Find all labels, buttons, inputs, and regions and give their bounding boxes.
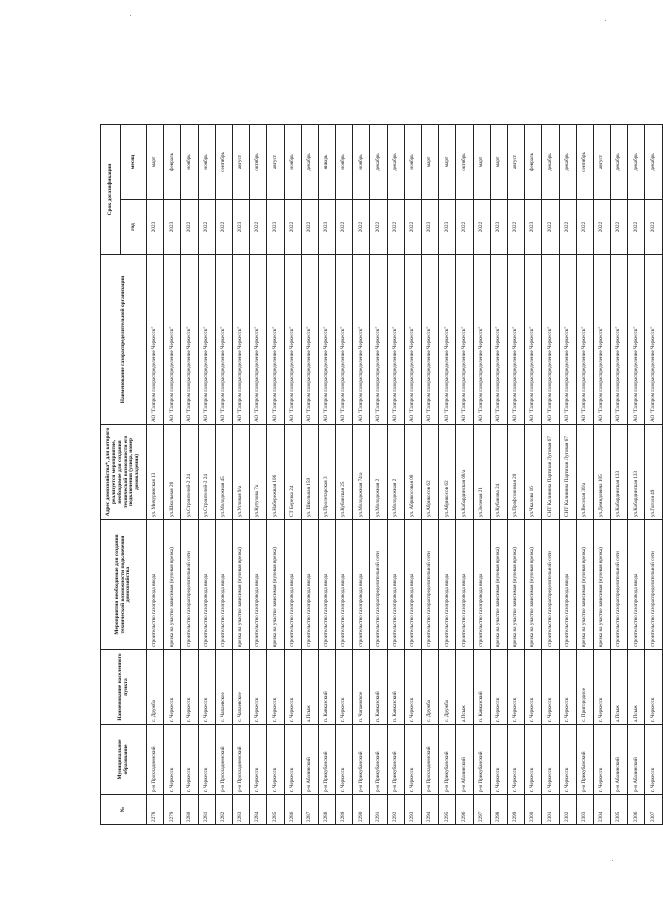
table-row [593, 124, 610, 824]
row-settlement: г. Черкесск [542, 650, 559, 725]
row-month: ноябрь [336, 124, 353, 199]
row-year: 2022 [628, 200, 645, 255]
row-address: ул. Школьная 159 [301, 425, 318, 520]
row-settlement: г. Черкесск [507, 650, 524, 725]
row-municipality: г. Черкесск [164, 725, 181, 795]
row-measure: врезка на участке зависимая (нулевая врезка) [576, 520, 593, 650]
row-measure: строительство газораспределительной сети [542, 520, 559, 650]
row-number: 2290 [353, 795, 370, 825]
row-municipality: г. Черкесск [542, 725, 559, 795]
table-row [164, 124, 181, 824]
row-address: ул.Демидовича 105 [593, 425, 610, 520]
row-month: ноябрь [198, 124, 215, 199]
row-year: 2022 [250, 200, 267, 255]
table-row [215, 124, 232, 824]
table-row [628, 124, 645, 824]
row-municipality: р-н Прикубанский [473, 725, 490, 795]
header-settlement: Наименование населенного пункта [101, 650, 147, 725]
table-row [611, 124, 628, 824]
row-municipality: р-н Прикубанский [370, 725, 387, 795]
row-year: 2022 [559, 200, 576, 255]
row-year: 2023 [525, 200, 542, 255]
row-organization: АО "Газпром газораспределение Черкесск" [181, 255, 198, 425]
row-number: 2298 [490, 795, 507, 825]
row-organization: АО "Газпром газораспределение Черкесск" [164, 255, 181, 425]
row-number: 2304 [593, 795, 610, 825]
table-row [387, 124, 404, 824]
row-year: 2022 [284, 200, 301, 255]
row-municipality: г. Черкесск [404, 725, 421, 795]
row-month: август [593, 124, 610, 199]
row-measure: строительство газопровода ввода [353, 520, 370, 650]
row-measure: строительство газопровода ввода [250, 520, 267, 650]
row-month: декабрь [370, 124, 387, 199]
row-address: ул.Строителей-2 24 [181, 425, 198, 520]
row-number: 2282 [215, 795, 232, 825]
row-organization: АО "Газпром газораспределение Черкесск" [404, 255, 421, 425]
row-number: 2278 [147, 795, 164, 825]
row-month: март [147, 124, 164, 199]
row-address: ул.Кабардинская 133 [628, 425, 645, 520]
row-municipality: г. Черкесск [198, 725, 215, 795]
row-year: 2023 [164, 200, 181, 255]
row-settlement: г. Черкесск [525, 650, 542, 725]
row-municipality: р-н Прикубанский [318, 725, 335, 795]
row-month: март [490, 124, 507, 199]
row-measure: строительство газораспределительной сети [370, 520, 387, 650]
row-measure: строительство газораспределительной сети [422, 520, 439, 650]
row-year: 2022 [181, 200, 198, 255]
table-body [147, 124, 663, 824]
row-number: 2306 [628, 795, 645, 825]
row-month: август [507, 124, 524, 199]
row-municipality: г. Черкесск [250, 725, 267, 795]
row-settlement: а.Псыж [611, 650, 628, 725]
row-address: ул.Веселая 30/а [576, 425, 593, 520]
row-measure: врезка на участке зависимая (нулевая врезка) [490, 520, 507, 650]
row-address: ул.Школьная 28 [164, 425, 181, 520]
row-settlement: г. Черкесск [267, 650, 284, 725]
header-municipality: Муниципальное образование [101, 725, 147, 795]
row-settlement: г. Черкесск [181, 650, 198, 725]
header-address: Адрес домохозяйства*, для которого реализуется мероприятие, необходимое для создания технической возможности его подключения (улица, номер домовладения) [101, 425, 147, 520]
row-month: декабрь [611, 124, 628, 199]
row-settlement: г. Черкесск [336, 650, 353, 725]
row-address: ул.Набережная 106 [267, 425, 284, 520]
row-address: СНТ Калинина Партизан Луговая 67 [559, 425, 576, 520]
row-settlement: п. Чапаевское [353, 650, 370, 725]
table-row [370, 124, 387, 824]
row-settlement: п. Кавказский [387, 650, 404, 725]
row-municipality: г. Черкесск [507, 725, 524, 795]
row-address: СТ Березка 24 [284, 425, 301, 520]
row-number: 2294 [422, 795, 439, 825]
row-year: 2022 [542, 200, 559, 255]
table-row [576, 124, 593, 824]
row-measure: строительство газораспределительной сети [645, 520, 662, 650]
row-number: 2291 [370, 795, 387, 825]
table-row [198, 124, 215, 824]
row-measure: врезка на участке зависимая (нулевая врезка) [593, 520, 610, 650]
row-municipality: г. Черкесск [593, 725, 610, 795]
row-month: ноябрь [404, 124, 421, 199]
row-municipality: г. Черкесск [559, 725, 576, 795]
row-organization: АО "Газпром газораспределение Черкесск" [473, 255, 490, 425]
row-address: ул.Кубанова 24 [490, 425, 507, 520]
row-address: ул.Молодежная 45 [215, 425, 232, 520]
row-municipality: р-н Прикубанский [576, 725, 593, 795]
row-settlement: с. Дружба [439, 650, 456, 725]
row-organization: АО "Газпром газораспределение Черкесск" [628, 255, 645, 425]
row-settlement: г. Черкесск [490, 650, 507, 725]
row-municipality: р-н Абазинский [456, 725, 473, 795]
row-month: декабрь [387, 124, 404, 199]
row-year: 2022 [576, 200, 593, 255]
row-address: ул.Чкалова 16 [525, 425, 542, 520]
row-organization: АО "Газпром газораспределение Черкесск" [422, 255, 439, 425]
table-row [473, 124, 490, 824]
scan-speck [130, 15, 131, 16]
row-organization: АО "Газпром газораспределение Черкесск" [215, 255, 232, 425]
table-row [559, 124, 576, 824]
row-month: декабрь [559, 124, 576, 199]
row-measure: строительство газопровода ввода [318, 520, 335, 650]
row-year: 2023 [490, 200, 507, 255]
row-month: январь [318, 124, 335, 199]
row-measure: строительство газопровода ввода [301, 520, 318, 650]
row-number: 2285 [267, 795, 284, 825]
row-month: октябрь [250, 124, 267, 199]
row-municipality: р-н Прохладненский [422, 725, 439, 795]
row-municipality: г. Черкесск [336, 725, 353, 795]
row-year: 2022 [215, 200, 232, 255]
row-number: 2289 [336, 795, 353, 825]
row-year: 2022 [645, 200, 662, 255]
row-month: декабрь [542, 124, 559, 199]
row-measure: строительство газопровода ввода [404, 520, 421, 650]
row-number: 2295 [439, 795, 456, 825]
row-address: ул.Кутузова 7а [250, 425, 267, 520]
row-municipality: р-н Прикубанский [353, 725, 370, 795]
row-month: декабрь [628, 124, 645, 199]
row-organization: АО "Газпром газораспределение Черкесск" [439, 255, 456, 425]
row-measure: строительство газопровода ввода [147, 520, 164, 650]
row-address: ул.Пролетарская 3 [318, 425, 335, 520]
row-municipality: г. Черкесск [284, 725, 301, 795]
row-address: ул.Гоголя 49 [645, 425, 662, 520]
row-month: февраль [525, 124, 542, 199]
row-address: ул.Абрикосов 62 [422, 425, 439, 520]
row-month: сентябрь [576, 124, 593, 199]
row-number: 2288 [318, 795, 335, 825]
row-organization: АО "Газпром газораспределение Черкесск" [387, 255, 404, 425]
scan-speck [605, 20, 606, 21]
row-month: декабрь [301, 124, 318, 199]
row-address: ул.Кубанская 25 [336, 425, 353, 520]
row-organization: АО "Газпром газораспределение Черкесск" [576, 255, 593, 425]
row-settlement: с. Пригородное [576, 650, 593, 725]
row-year: 2022 [473, 200, 490, 255]
row-number: 2293 [404, 795, 421, 825]
row-settlement: с. Чапаевское [232, 650, 249, 725]
row-month: ноябрь [181, 124, 198, 199]
row-year: 2022 [336, 200, 353, 255]
row-organization: АО "Газпром газораспределение Черкесск" [559, 255, 576, 425]
row-settlement: п. Кавказский [318, 650, 335, 725]
row-number: 2287 [301, 795, 318, 825]
row-settlement: г. Черкесск [284, 650, 301, 725]
table-row [232, 124, 249, 824]
row-month: август [232, 124, 249, 199]
row-year: 2023 [318, 200, 335, 255]
row-settlement: г. Черкесск [593, 650, 610, 725]
table-row [525, 124, 542, 824]
row-year: 2022 [404, 200, 421, 255]
row-municipality: р-н Абазинский [628, 725, 645, 795]
row-month: сентябрь [215, 124, 232, 199]
header-month: месяц [121, 124, 147, 199]
table-row [301, 124, 318, 824]
row-settlement: а.Псыж [456, 650, 473, 725]
row-address: ул.Профсоюзная 20 [507, 425, 524, 520]
row-municipality: г. Черкесск [645, 725, 662, 795]
row-address: ул.Строителей-2 24 [198, 425, 215, 520]
row-number: 2283 [232, 795, 249, 825]
table-row [336, 124, 353, 824]
row-number: 2305 [611, 795, 628, 825]
row-municipality: р-н Прохладненский [232, 725, 249, 795]
row-year: 2023 [147, 200, 164, 255]
row-organization: АО "Газпром газораспределение Черкесск" [525, 255, 542, 425]
row-address: ул. Мичуринская 13 [147, 425, 164, 520]
row-organization: АО "Газпром газораспределение Черкесск" [645, 255, 662, 425]
row-municipality: г. Черкесск [181, 725, 198, 795]
row-year: 2023 [439, 200, 456, 255]
row-municipality: г. Черкесск [267, 725, 284, 795]
row-organization: АО "Газпром газораспределение Черкесск" [267, 255, 284, 425]
row-address: ул.Кабардинская 68/а [456, 425, 473, 520]
row-month: март [422, 124, 439, 199]
row-measure: врезка на участке зависимая (нулевая врезка) [507, 520, 524, 650]
row-settlement: п. Кавказский [370, 650, 387, 725]
header-num: № [101, 795, 147, 825]
row-year: 2022 [301, 200, 318, 255]
row-number: 2296 [456, 795, 473, 825]
row-municipality: р-н Прикубанский [387, 725, 404, 795]
header-year: год [121, 200, 147, 255]
table-row [422, 124, 439, 824]
row-organization: АО "Газпром газораспределение Черкесск" [611, 255, 628, 425]
row-year: 2023 [267, 200, 284, 255]
row-number: 2302 [559, 795, 576, 825]
row-address: ул.Угловая 9/а [232, 425, 249, 520]
row-number: 2279 [164, 795, 181, 825]
row-organization: АО "Газпром газораспределение Черкесск" [147, 255, 164, 425]
row-number: 2284 [250, 795, 267, 825]
row-organization: АО "Газпром газораспределение Черкесск" [232, 255, 249, 425]
row-year: 2022 [370, 200, 387, 255]
row-measure: врезка на участке зависимая (нулевая врезка) [267, 520, 284, 650]
row-year: 2022 [387, 200, 404, 255]
row-measure: строительство газопровода ввода [284, 520, 301, 650]
table-row [490, 124, 507, 824]
row-organization: АО "Газпром газораспределение Черкесск" [198, 255, 215, 425]
row-year: 2022 [456, 200, 473, 255]
row-month: август [267, 124, 284, 199]
row-organization: АО "Газпром газораспределение Черкесск" [490, 255, 507, 425]
row-year: 2022 [507, 200, 524, 255]
row-settlement: с. Дружба [147, 650, 164, 725]
row-municipality: г. Черкесск [525, 725, 542, 795]
row-month: октябрь [456, 124, 473, 199]
row-measure: врезка на участке зависимая (нулевая врезка) [525, 520, 542, 650]
row-organization: АО "Газпром газораспределение Черкесск" [507, 255, 524, 425]
row-municipality: г. Черкесск [490, 725, 507, 795]
row-address: ул.Зеленая 21 [473, 425, 490, 520]
row-measure: строительство газопровода ввода [628, 520, 645, 650]
row-month: март [473, 124, 490, 199]
row-settlement: г. Черкесск [645, 650, 662, 725]
row-number: 2303 [576, 795, 593, 825]
table-row [404, 124, 421, 824]
row-organization: АО "Газпром газораспределение Черкесск" [542, 255, 559, 425]
row-organization: АО "Газпром газораспределение Черкесск" [318, 255, 335, 425]
row-settlement: г. Черкесск [164, 650, 181, 725]
row-year: 2022 [593, 200, 610, 255]
row-month: март [439, 124, 456, 199]
row-number: 2281 [198, 795, 215, 825]
row-measure: строительство газопровода ввода [387, 520, 404, 650]
row-number: 2299 [507, 795, 524, 825]
row-settlement: п. Кавказский [473, 650, 490, 725]
row-month: ноябрь [353, 124, 370, 199]
row-year: 2023 [232, 200, 249, 255]
table-row [353, 124, 370, 824]
row-measure: строительство газопровода ввода [215, 520, 232, 650]
row-measure: строительство газораспределительной сети [181, 520, 198, 650]
row-measure: строительство газопровода ввода [559, 520, 576, 650]
row-settlement: г. Черкесск [250, 650, 267, 725]
table-row [147, 124, 164, 824]
gasification-table [100, 124, 663, 825]
row-measure: строительство газопровода ввода [456, 520, 473, 650]
row-measure: строительство газопровода ввода [439, 520, 456, 650]
table-row [318, 124, 335, 824]
row-measure: строительство газопровода ввода [336, 520, 353, 650]
row-number: 2280 [181, 795, 198, 825]
header-organization: Наименование газораспределительной организации [101, 255, 147, 425]
table-row [284, 124, 301, 824]
row-settlement: с. Дружба [422, 650, 439, 725]
row-measure: строительство газопровода ввода [198, 520, 215, 650]
row-organization: АО "Газпром газораспределение Черкесск" [456, 255, 473, 425]
row-municipality: р-н Прохладненский [147, 725, 164, 795]
row-organization: АО "Газпром газораспределение Черкесск" [336, 255, 353, 425]
row-settlement: г. Черкесск [559, 650, 576, 725]
row-measure: врезка на участке зависимая (нулевая врезка) [232, 520, 249, 650]
row-year: 2022 [353, 200, 370, 255]
row-organization: АО "Газпром газораспределение Черкесск" [353, 255, 370, 425]
row-measure: врезка на участке зависимая (нулевая врезка) [164, 520, 181, 650]
row-municipality: р-н Прохладненский [215, 725, 232, 795]
row-number: 2300 [525, 795, 542, 825]
row-organization: АО "Газпром газораспределение Черкесск" [250, 255, 267, 425]
table-row [507, 124, 524, 824]
row-month: декабрь [645, 124, 662, 199]
table-row [645, 124, 662, 824]
row-measure: строительство газораспределительной сети [611, 520, 628, 650]
row-settlement: а.Псыж [628, 650, 645, 725]
row-municipality: р-н Абазинский [611, 725, 628, 795]
row-month: февраль [164, 124, 181, 199]
row-organization: АО "Газпром газораспределение Черкесск" [593, 255, 610, 425]
row-number: 2292 [387, 795, 404, 825]
row-number: 2301 [542, 795, 559, 825]
row-settlement: с. Чапаевское [215, 650, 232, 725]
row-address: ул.Молодежная 2 [370, 425, 387, 520]
row-year: 2022 [198, 200, 215, 255]
row-address: ул.Молодежная 2 [387, 425, 404, 520]
row-municipality: р-н Прикубанский [439, 725, 456, 795]
table-row [542, 124, 559, 824]
row-organization: АО "Газпром газораспределение Черкесск" [370, 255, 387, 425]
row-address: СНТ Калинина Партизан Луговая 67 [542, 425, 559, 520]
row-organization: АО "Газпром газораспределение Черкесск" [284, 255, 301, 425]
row-address: ул. Абрикосовая 08 [404, 425, 421, 520]
header-measures: Мероприятия необходимые для создания технической возможности подключения домохозяйства [101, 520, 147, 650]
row-year: 2022 [611, 200, 628, 255]
header-deadline: Срок догазификации [101, 124, 121, 254]
row-settlement: г. Черкесск [404, 650, 421, 725]
row-organization: АО "Газпром газораспределение Черкесск" [301, 255, 318, 425]
row-number: 2286 [284, 795, 301, 825]
row-number: 2297 [473, 795, 490, 825]
table-row [439, 124, 456, 824]
row-number: 2307 [645, 795, 662, 825]
row-address: ул.Абрикосов 62 [439, 425, 456, 520]
table-row [456, 124, 473, 824]
scan-speck [612, 860, 613, 861]
row-month: ноябрь [284, 124, 301, 199]
row-settlement: г. Черкесск [198, 650, 215, 725]
row-address: ул.Кабардинская 133 [611, 425, 628, 520]
row-address: ул.Молодежная 74/а [353, 425, 370, 520]
table-row [181, 124, 198, 824]
rotated-document-page [100, 125, 656, 825]
table-row [250, 124, 267, 824]
table-row [267, 124, 284, 824]
row-measure: строительство газопровода ввода [473, 520, 490, 650]
row-municipality: р-н Абазинский [301, 725, 318, 795]
row-year: 2023 [422, 200, 439, 255]
row-settlement: а.Псыж [301, 650, 318, 725]
